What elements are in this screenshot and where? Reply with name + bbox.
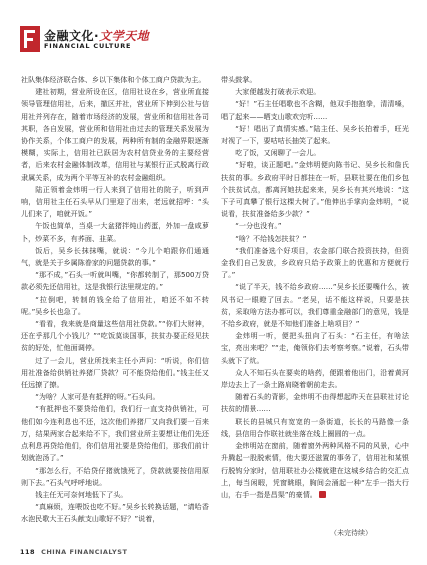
paragraph: 联长的县城只有宽宽的一条街道，长长的马路像一条线，县信用合作联社就坐落在线上圈圆的一点。 xyxy=(221,416,409,438)
paragraph: “好！”石主任唱歌也不含糊，他双手抱抱拳，清清嗓，唱了起来——晒支山歌欢完听…… xyxy=(221,99,409,121)
paragraph: “啥？不给钱怎扶贫？” xyxy=(235,233,307,243)
paragraph: “有抵押也不要贷给他们，我们行一直支持供销社，可他们如今连利息也不还，这次他们养猪厂又向我们要一百来万，结果两家合起来给不下，我们营业所主要想让他们先还点利息再贷给他们，你们信用社要是贷给他们，那我们前计划就泡汤了。” xyxy=(21,404,209,463)
paragraph: “那不成，”石头一听就叫嘴，“你都转制了，那500万贷款必须先还信用社，这是我银行法里规定的。” xyxy=(21,270,209,292)
paragraph: 众人不知石头在要卖的啥药，便跟着他出门，沿着黄河岸边去上了一条土路肩晓着朝前走去。 xyxy=(221,367,409,390)
paragraph: “为啥？人家可是有抵押的呀。”石头问。 xyxy=(35,392,160,402)
section-subtitle: FINANCIAL CULTURE xyxy=(44,42,132,50)
paragraph: 吃了饭，又闲聊了一会儿。 xyxy=(235,148,321,158)
paragraph: 带头鼓掌。 xyxy=(221,75,257,84)
paragraph: “我们准备选个好项目，农金部门联合投资扶持，但资金我们自己发放，乡政府只给予政策上的优惠和方便就行了。” xyxy=(221,245,409,280)
paragraph: 随着石头的背影，金炜明不由得想起昨天在县联社讨论扶贫的情景…… xyxy=(221,392,409,414)
paragraph: 过了一会儿，营业所找来主任小声问：“听说，你们信用社准备给供销社养猪厂贷款？可不能贷给他们。”钱主任又任远撩了撩。 xyxy=(21,355,209,390)
paragraph: 金炜明一听，便把头扭向了石头：“石主任，有啥法宝，亮出来吧？”“走，俺领你们去考察考察。”说着，石头带头就下了炕。 xyxy=(221,331,409,365)
page-footer xyxy=(20,548,127,556)
paragraph: “一分也没有。” xyxy=(235,221,282,231)
paragraph: “好！唱出了真情实感。”陆主任、吴乡长拍着手，旺光对视了一下，要咕咕长抽笑了起来。 xyxy=(221,123,409,146)
magazine-logo-icon xyxy=(20,26,40,52)
paragraph: “真麻烦，连喂饭也吃不好。”吴乡长转换话题，“请哈香水泡民歌大王石头献支山歌好不好？”说着， xyxy=(21,502,209,524)
paragraph: 午饭也简单，当桌一大盆猪拌炖山药蛋，外加一盘咸萝卜，炒菜不多，有荞面、韭菜。 xyxy=(21,221,209,243)
paragraph: 陆正领着金炜明一行人来到了信用社的院子，听到声响，信用社主任石头早从门里迎了出来，老远就招呼：“头儿们来了，咱就开饭。” xyxy=(21,184,209,219)
paragraph: 大家便越发打破表示欢迎。 xyxy=(235,87,321,97)
end-mark-icon xyxy=(319,491,326,498)
paragraph: “拉倒吧，转制的钱全给了信用社，咱还不如不转呢。”吴乡长也急了。 xyxy=(21,294,209,316)
paragraph: “说了半天，钱不给乡政府……”吴乡长还要嘴什么，被风书记一眼瞪了回去。“老吴，话不能这样说，只要是扶贫，采取啥方法办都可以，我们尊重金融部门的意见，钱是不给乡政府，就是不知他们准备上啥项目？” xyxy=(221,282,409,329)
paragraph: 金炜明站在窗前，随着窗外两种风格不同的风景，心中升腾起一股脱索情，他大要还滋置的事务了，信用社和某银行脱钩分家时，信用联社办公楼就建在这城乡结合的交汇点上，每当闲暇，凭窗眺眼，胸间会涌起一种“左手一指大行山，右手一指是昌渠”的豪情。 xyxy=(221,441,409,499)
section-header xyxy=(20,26,220,66)
paragraph: 建社初期，营业所设在区，信用社设在乡，营业所直接领导管理信用社，后来，撤区并社，营业所下伸到公社与信用社并列存在，随着市场经济的发展，营业所和信用社各司其职，各自发展，营业所和信用社由过去的管理关系发展为协作关系，个体工商户的发展，两种所有制的金融界限逐渐模糊，实际上，信用社已跃居为农村信贷业务的主要经营者，后来农村金融体制改革，信用社与某银行正式脱离行政隶属关系，成为两个平等互补的农村金融组织。 xyxy=(21,87,209,182)
paragraph: 饭后，吴乡长抹抹嘴，就说：“今儿个咱跟你们通通气，就是关于乡属陈眷家的问题贷款的事。” xyxy=(21,245,209,268)
page-number: 118 xyxy=(20,548,36,556)
paragraph: “好啦，谈正题吧。”金炜明便向陈书记、吴乡长和詹氏扶贫的事。乡政府平时日都挂在一听，县联社要在他们乡包个扶贫试点，都离河她扶起来来，吴乡长有其兴地说：“这下子可真攀了银行这棵大树了。”他伸出手掌向金炜明，“说说看，扶贫准备给多少款？” xyxy=(221,160,409,219)
section-title: 金融文化·文学天地 xyxy=(44,29,150,43)
magazine-name: CHINA FINANCIALYST xyxy=(41,548,128,556)
paragraph: 钱主任无可奈何地低下了头。 xyxy=(35,489,128,499)
paragraph: “看看，我来就是商量这些信用社贷款。”“你们大财神，还在乎那几个小钱儿？”“吃饭莫谈国事，扶贫办要正经见扶贫的好处，忙他面调停。 xyxy=(21,319,209,353)
article-left-column xyxy=(21,74,209,526)
paragraph: “那怎么行，不给贷仔猪就饿死了，贷款就要按信用原则下去。”石头气呼呼地说。 xyxy=(21,465,209,487)
article-right-column xyxy=(221,74,409,501)
to-be-continued-note: （未完待续） xyxy=(330,529,372,537)
paragraph: 社队集体经济联合体、乡以下集体和个体工商户贷款为主。 xyxy=(21,75,206,84)
